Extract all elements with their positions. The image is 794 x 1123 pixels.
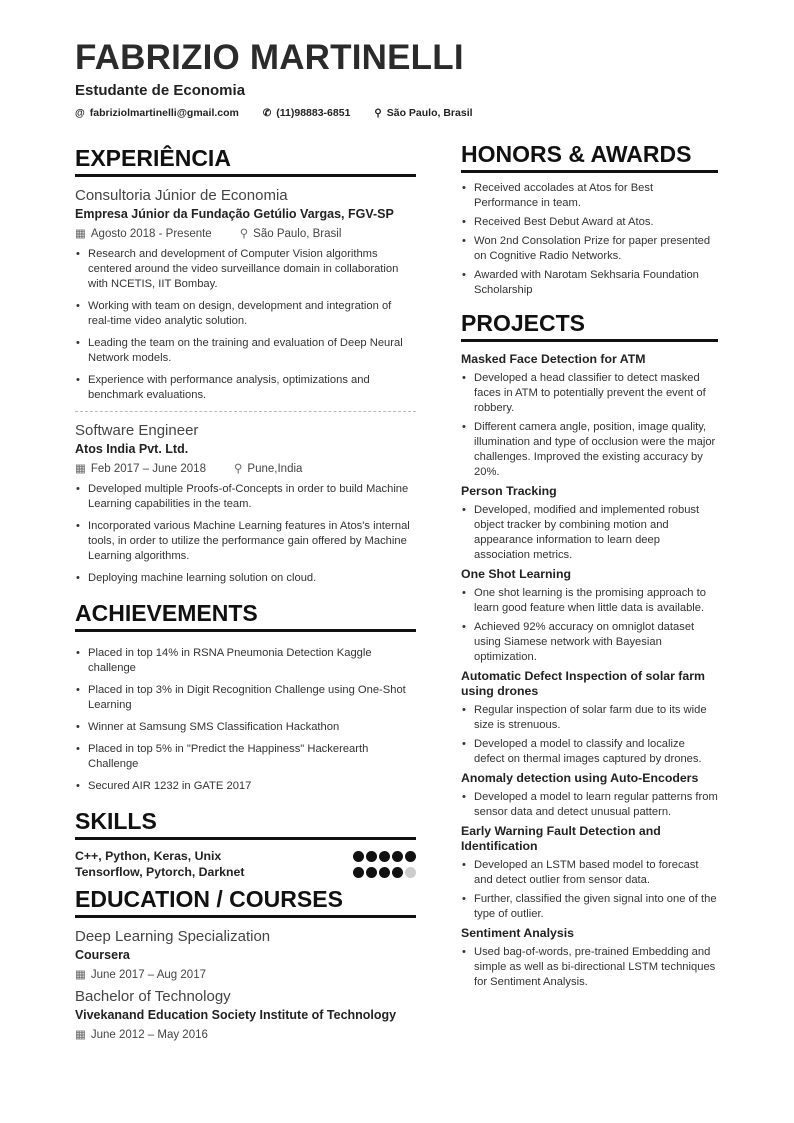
- job-company: Atos India Pvt. Ltd.: [75, 442, 189, 456]
- list-item: • Developed, modified and implemented robust object tracker by combining motion and appearance information to learn deep association metrics.: [461, 503, 718, 563]
- rating-dot-filled: [379, 851, 390, 862]
- list-item: • Received Best Debut Award at Atos.: [461, 215, 718, 230]
- rating-dot-filled: [392, 851, 403, 862]
- left-column: [75, 145, 416, 1048]
- list-item: • Experience with performance analysis, optimizations and benchmark evaluations.: [75, 373, 416, 403]
- skill-label: Tensorflow, Pytorch, Darknet: [75, 865, 245, 879]
- rating-dot-filled: [379, 867, 390, 878]
- education-entry: [75, 928, 416, 981]
- contact-bar: [75, 107, 473, 119]
- job-location: Pune,India: [247, 463, 303, 475]
- list-item: • Deploying machine learning solution on cloud.: [75, 571, 416, 586]
- section-achievements-title: ACHIEVEMENTS: [75, 600, 416, 632]
- list-item: • Developed a model to classify and localize defect on thermal images captured by drones.: [461, 737, 718, 767]
- right-column: [461, 141, 718, 994]
- project-title: Sentiment Analysis: [461, 926, 574, 940]
- list-item: • Further, classified the given signal into one of the type of outlier.: [461, 892, 718, 922]
- rating-dot-empty: [405, 867, 416, 878]
- project-title: Anomaly detection using Auto-Encoders: [461, 771, 699, 785]
- calendar-icon: ▦: [75, 463, 86, 475]
- calendar-icon: ▦: [75, 228, 86, 240]
- list-item: • Incorporated various Machine Learning features in Atos's internal tools, in order to utilize the performance gain offered by Machine Learning algorithms.: [75, 519, 416, 564]
- rating-dot-filled: [366, 851, 377, 862]
- education-school: Coursera: [75, 948, 130, 962]
- list-item: • Developed multiple Proofs-of-Concepts in order to build Machine Learning capabilities in the team.: [75, 482, 416, 512]
- project-entry: [461, 824, 718, 922]
- job-location: São Paulo, Brasil: [253, 228, 342, 240]
- job-company: Empresa Júnior da Fundação Getúlio Vargas, FGV-SP: [75, 207, 394, 221]
- list-item: • One shot learning is the promising approach to learn good feature when little data is available.: [461, 586, 718, 616]
- section-projects-title: PROJECTS: [461, 310, 718, 342]
- project-entry: [461, 926, 718, 990]
- list-item: • Different camera angle, position, image quality, illumination and type of occlusion were the major challenges. Improved the existing accuracy by 20%.: [461, 420, 718, 480]
- list-item: • Received accolades at Atos for Best Performance in team.: [461, 181, 718, 211]
- section-experience-title: EXPERIÊNCIA: [75, 145, 416, 177]
- location: São Paulo, Brasil: [386, 107, 473, 119]
- project-title: Early Warning Fault Detection and Identification: [461, 824, 661, 853]
- list-item: • Developed an LSTM based model to forecast and detect outlier from sensor data.: [461, 858, 718, 888]
- project-entry: [461, 567, 718, 665]
- location-pin-icon: ⚲: [233, 463, 243, 475]
- list-item: • Leading the team on the training and evaluation of Deep Neural Network models.: [75, 336, 416, 366]
- education-date: June 2012 – May 2016: [90, 1029, 208, 1041]
- education-date: June 2017 – Aug 2017: [90, 969, 206, 981]
- project-title: One Shot Learning: [461, 567, 571, 581]
- education-title: Bachelor of Technology: [75, 988, 231, 1005]
- project-entry: [461, 352, 718, 480]
- calendar-icon: ▦: [75, 969, 86, 981]
- education-entry: [75, 988, 416, 1041]
- projects-list: [461, 352, 718, 990]
- list-item: • Secured AIR 1232 in GATE 2017: [75, 779, 416, 794]
- rating-dot-filled: [392, 867, 403, 878]
- skill-label: C++, Python, Keras, Unix: [75, 849, 222, 863]
- candidate-subtitle: Estudante de Economia: [75, 82, 246, 99]
- rating-dot-filled: [366, 867, 377, 878]
- project-entry: [461, 484, 718, 563]
- calendar-icon: ▦: [75, 1029, 86, 1041]
- location-pin-icon: ⚲: [239, 228, 249, 240]
- project-entry: [461, 669, 718, 767]
- project-entry: [461, 771, 718, 820]
- email[interactable]: fabriziolmartinelli@gmail.com: [89, 107, 239, 119]
- education-title: Deep Learning Specialization: [75, 928, 271, 945]
- list-item: • Winner at Samsung SMS Classification Hackathon: [75, 720, 416, 735]
- phone: (11)98883-6851: [276, 107, 351, 119]
- list-item: • Placed in top 3% in Digit Recognition Challenge using One-Shot Learning: [75, 683, 416, 713]
- list-item: • Developed a model to learn regular patterns from sensor data and detect unusual pattern.: [461, 790, 718, 820]
- list-item: • Won 2nd Consolation Prize for paper presented on Cognitive Radio Networks.: [461, 234, 718, 264]
- list-item: • Awarded with Narotam Sekhsaria Foundation Scholarship: [461, 268, 718, 298]
- rating-dot-filled: [405, 851, 416, 862]
- education-school: Vivekanand Education Society Institute of Technology: [75, 1008, 397, 1022]
- list-item: • Regular inspection of solar farm due to its wide size is strenuous.: [461, 703, 718, 733]
- job-title: Software Engineer: [75, 422, 199, 439]
- list-item: • Working with team on design, development and integration of real-time video analytic solution.: [75, 299, 416, 329]
- job-date: Feb 2017 – June 2018: [90, 463, 206, 475]
- skill-rating: [353, 864, 416, 880]
- project-title: Masked Face Detection for ATM: [461, 352, 646, 366]
- list-item: • Developed a head classifier to detect masked faces in ATM to potentially prevent the event of robbery.: [461, 371, 718, 416]
- candidate-name: FABRIZIO MARTINELLI: [75, 38, 464, 77]
- job-entry: [75, 422, 416, 586]
- divider: [75, 411, 416, 412]
- at-icon: @: [75, 108, 85, 119]
- list-item: • Placed in top 5% in "Predict the Happiness" Hackerearth Challenge: [75, 742, 416, 772]
- project-title: Person Tracking: [461, 484, 557, 498]
- list-item: • Used bag-of-words, pre-trained Embedding and simple as well as bi-directional LSTM techniques for Sentiment Analysis.: [461, 945, 718, 990]
- skill-row: [75, 848, 416, 864]
- phone-icon: ✆: [262, 108, 272, 119]
- job-entry: [75, 187, 416, 403]
- rating-dot-filled: [353, 867, 364, 878]
- list-item: • Achieved 92% accuracy on omniglot dataset using Siamese network with Bayesian optimization.: [461, 620, 718, 665]
- section-education-title: EDUCATION / COURSES: [75, 886, 416, 918]
- job-title: Consultoria Júnior de Economia: [75, 187, 288, 204]
- section-honors-title: HONORS & AWARDS: [461, 141, 718, 173]
- skill-rating: [353, 848, 416, 864]
- job-date: Agosto 2018 - Presente: [90, 228, 212, 240]
- section-skills-title: SKILLS: [75, 808, 416, 840]
- rating-dot-filled: [353, 851, 364, 862]
- skill-row: [75, 864, 416, 880]
- list-item: • Placed in top 14% in RSNA Pneumonia Detection Kaggle challenge: [75, 646, 416, 676]
- project-title: Automatic Defect Inspection of solar farm using drones: [461, 669, 705, 698]
- location-pin-icon: ⚲: [374, 108, 382, 119]
- list-item: • Research and development of Computer Vision algorithms centered around the video surveillance domain in collaboration with NCETIS, IIT Bombay.: [75, 247, 416, 292]
